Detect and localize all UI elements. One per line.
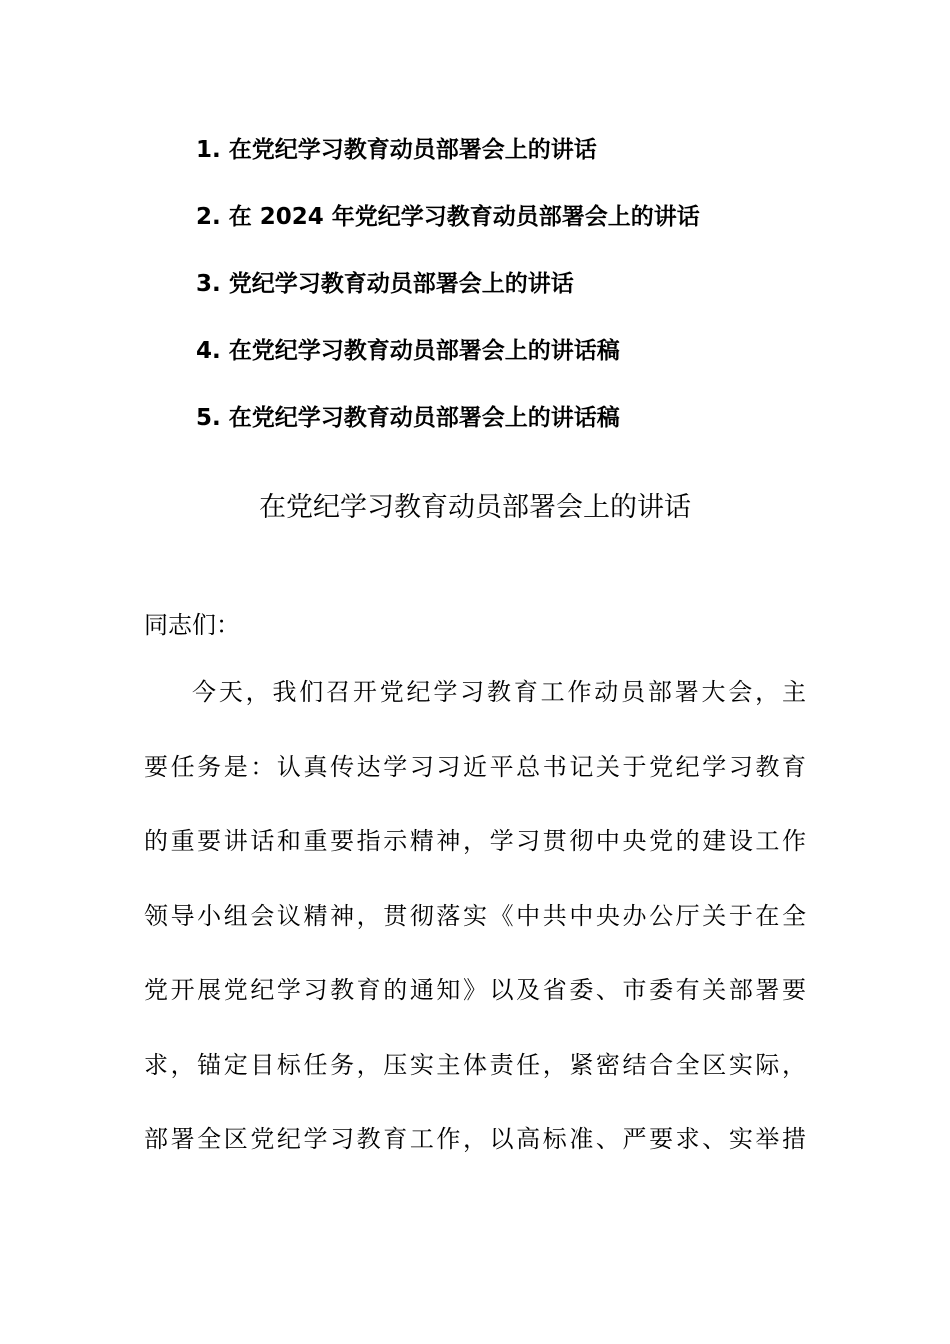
speech-title: 在党纪学习教育动员部署会上的讲话 [259, 492, 691, 523]
body-line-6: 求，锚定目标任务，压实主体责任，紧密结合全区实际， [144, 1050, 806, 1079]
salutation: 同志们： [144, 611, 240, 639]
toc-item-2: 2. 在 2024 年党纪学习教育动员部署会上的讲话 [196, 204, 700, 230]
toc-item-5: 5. 在党纪学习教育动员部署会上的讲话稿 [196, 405, 620, 431]
body-line-5: 党开展党纪学习教育的通知》以及省委、市委有关部署要 [144, 976, 806, 1004]
body-line-7: 部署全区党纪学习教育工作，以高标准、严要求、实举措 [144, 1125, 806, 1153]
speech-body [144, 670, 806, 1192]
body-line-1: 今天，我们召开党纪学习教育工作动员部署大会，主 [192, 678, 806, 706]
toc-item-1: 1. 在党纪学习教育动员部署会上的讲话 [196, 137, 597, 163]
body-line-3: 的重要讲话和重要指示精神，学习贯彻中央党的建设工作 [144, 827, 806, 855]
body-line-4: 领导小组会议精神，贯彻落实《中共中央办公厅关于在全 [144, 901, 806, 930]
toc-item-4: 4. 在党纪学习教育动员部署会上的讲话稿 [196, 338, 620, 364]
body-line-2: 要任务是：认真传达学习习近平总书记关于党纪学习教育 [144, 752, 806, 781]
table-of-contents [196, 128, 816, 463]
toc-item-3: 3. 党纪学习教育动员部署会上的讲话 [196, 271, 574, 297]
